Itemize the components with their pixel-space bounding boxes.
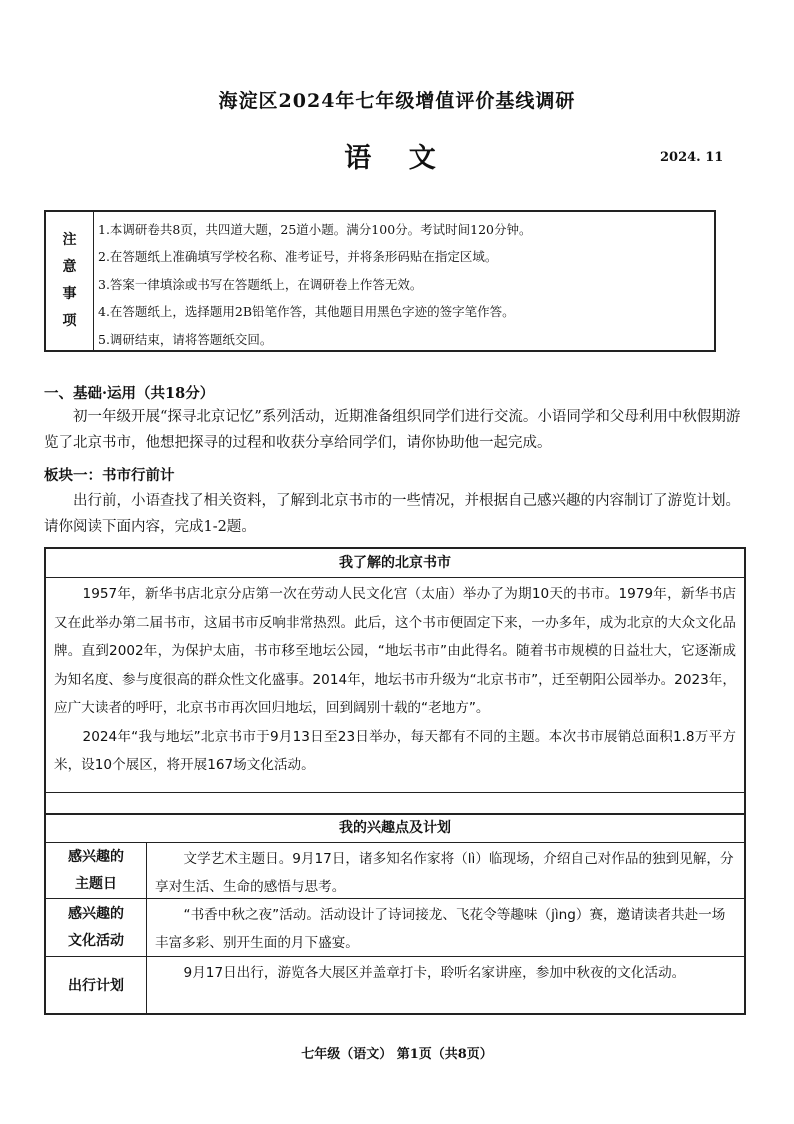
plan-row-label-line: 文化活动 <box>68 932 124 949</box>
info-box-title: 我了解的北京书市 <box>46 549 744 578</box>
block-heading: 板块一：书市行前计 <box>44 467 175 484</box>
plan-row <box>46 899 744 957</box>
notice-item: 4.在答题纸上，选择题用2B铅笔作答，其他题目用黑色字迹的签字笔作答。 <box>98 304 515 320</box>
plan-row-text: 文学艺术主题日。9月17日，诸多知名作家将（lì）临现场，介绍自己对作品的独到见解，分享对生活、生命的感悟与思考。 <box>155 851 734 895</box>
notice-label-char: 注 <box>62 232 77 248</box>
notice-label-char: 意 <box>62 259 77 275</box>
plan-row <box>46 843 744 899</box>
plan-row-label-line: 感兴趣的 <box>68 848 124 865</box>
plan-box-title: 我的兴趣点及计划 <box>46 813 744 843</box>
section-heading: 一、基础·运用（共18分） <box>44 385 215 402</box>
notice-item: 2.在答题纸上准确填写学校名称、准考证号，并将条形码贴在指定区域。 <box>98 249 498 265</box>
notice-item: 1.本调研卷共8页，共四道大题，25道小题。满分100分。考试时间120分钟。 <box>98 222 532 237</box>
exam-date: 2024. 11 <box>660 150 724 165</box>
plan-row-label-line: 出行计划 <box>68 977 124 994</box>
plan-row-label <box>46 899 147 956</box>
subject-title: 语 文 <box>344 143 450 174</box>
section-intro <box>44 404 744 456</box>
notice-label-char: 事 <box>62 286 77 302</box>
page-footer: 七年级（语文） 第1页（共8页） <box>301 1047 493 1062</box>
info-paragraph: 2024年“我与地坛”北京书市于9月13日至23日举办，每天都有不同的主题。本次书市展销总面积1.8万平方米，设10个展区，将开展167场文化活动。 <box>54 728 736 773</box>
plan-row-text: 9月17日出行，游览各大展区并盖章打卡，聆听名家讲座，参加中秋夜的文化活动。 <box>183 965 686 981</box>
exam-title: 海淀区2024年七年级增值评价基线调研 <box>218 90 576 112</box>
plan-row-label <box>46 843 147 898</box>
info-box-body <box>46 578 744 780</box>
info-box-divider <box>46 792 744 813</box>
notice-list <box>98 216 708 353</box>
block-intro-text: 出行前，小语查找了相关资料，了解到北京书市的一些情况，并根据自己感兴趣的内容制订了游览计划。请你阅读下面内容，完成1-2题。 <box>44 493 740 535</box>
notice-item: 3.答案一律填涂或书写在答题纸上，在调研卷上作答无效。 <box>98 276 423 292</box>
notice-box <box>44 210 716 352</box>
notice-label-char: 项 <box>62 313 77 329</box>
plan-row-text: “书香中秋之夜”活动。活动设计了诗词接龙、飞花令等趣味（jìng）赛，邀请读者共赴一场丰富多彩、别开生面的月下盛宴。 <box>155 907 726 951</box>
notice-item: 5.调研结束，请将答题纸交回。 <box>98 331 273 347</box>
info-paragraph: 1957年，新华书店北京分店第一次在劳动人民文化宫（太庙）举办了为期10天的书市。1979年，新华书店又在此举办第二届书市，这届书市反响非常热烈。此后，这个书市便固定下来，一办多年，成为北京的大众文化品牌。直到2002年，为保护太庙，书市移至地坛公园，“地坛书市”由此得名。随着书市规模的日益壮大，它逐渐成为知名度、参与度很高的群众性文化盛事。2014年，地坛书市升级为“北京书市”，迁至朝阳公园举办。2023年，应广大读者的呼吁，北京书市再次回归地坛，回到阔别十载的“老地方”。 <box>54 586 736 716</box>
block-intro <box>44 488 744 540</box>
section-intro-text: 初一年级开展“探寻北京记忆”系列活动，近期准备组织同学们进行交流。小语同学和父母利用中秋假期游览了北京书市，他想把探寻的过程和收获分享给同学们，请你协助他一起完成。 <box>44 409 741 451</box>
plan-row <box>46 957 744 1015</box>
plan-row-label-line: 主题日 <box>75 875 117 892</box>
info-box <box>44 547 746 815</box>
plan-row-label <box>46 957 147 1015</box>
plan-row-label-line: 感兴趣的 <box>68 905 124 922</box>
plan-box <box>44 813 746 1015</box>
notice-label <box>46 212 94 350</box>
